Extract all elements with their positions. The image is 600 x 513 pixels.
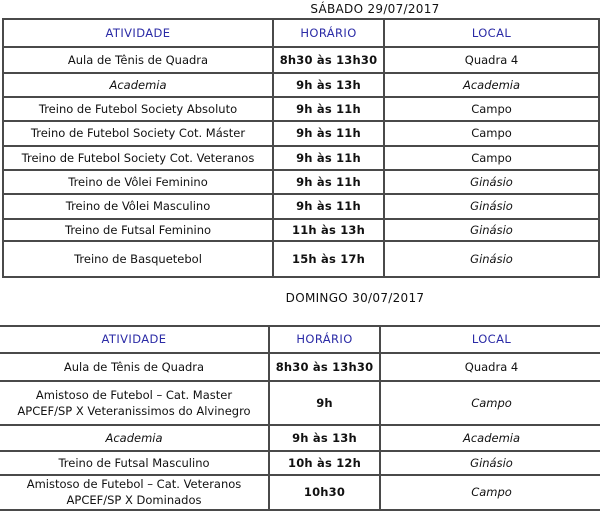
activity-cell: Aula de Tênis de Quadra	[0, 353, 269, 381]
activity-cell: Treino de Vôlei Masculino	[3, 194, 273, 219]
activity-cell	[0, 381, 269, 425]
time-cell: 11h às 13h	[273, 219, 384, 241]
table-row	[3, 146, 599, 170]
header-activity: ATIVIDADE	[3, 19, 273, 47]
table-row	[3, 73, 599, 97]
time-cell: 9h às 11h	[273, 97, 384, 121]
activity-line-1: Amistoso de Futebol – Cat. Master	[35, 387, 233, 402]
activity-line-2: APCEF/SP X Dominados	[66, 493, 202, 507]
activity-cell: Treino de Basquetebol	[3, 241, 273, 277]
location-cell: Campo	[384, 97, 599, 121]
table-header-row	[0, 326, 600, 353]
activity-cell: Treino de Vôlei Feminino	[3, 170, 273, 194]
table-row	[0, 451, 600, 475]
table-row	[3, 47, 599, 73]
time-cell: 10h às 12h	[269, 451, 380, 475]
activity-line-2: APCEF/SP X Veteranissimos do Alvinegro	[17, 403, 251, 418]
header-location: LOCAL	[384, 19, 599, 47]
table-row	[3, 97, 599, 121]
table-row	[3, 219, 599, 241]
header-time: HORÁRIO	[273, 19, 384, 47]
activity-cell: Treino de Futebol Society Absoluto	[3, 97, 273, 121]
time-cell: 9h às 11h	[273, 194, 384, 219]
location-cell: Ginásio	[384, 170, 599, 194]
location-cell: Campo	[384, 146, 599, 170]
table-row	[0, 475, 600, 510]
activity-cell: Treino de Futebol Society Cot. Veteranos	[3, 146, 273, 170]
time-cell: 8h30 às 13h30	[273, 47, 384, 73]
header-time: HORÁRIO	[269, 326, 380, 353]
sunday-title: DOMINGO 30/07/2017	[285, 291, 425, 305]
time-cell: 9h	[269, 381, 380, 425]
table-row	[3, 194, 599, 219]
table-row	[3, 241, 599, 277]
location-cell: Quadra 4	[384, 47, 599, 73]
sunday-schedule-table	[0, 325, 600, 511]
header-location: LOCAL	[380, 326, 600, 353]
table-row	[3, 170, 599, 194]
activity-cell: Treino de Futebol Society Cot. Máster	[3, 121, 273, 146]
time-cell: 9h às 13h	[269, 425, 380, 451]
time-cell: 9h às 11h	[273, 146, 384, 170]
activity-line-1: Amistoso de Futebol – Cat. Veteranos	[26, 477, 242, 491]
time-cell: 8h30 às 13h30	[269, 353, 380, 381]
header-activity: ATIVIDADE	[0, 326, 269, 353]
time-cell: 9h às 11h	[273, 170, 384, 194]
location-cell: Ginásio	[384, 194, 599, 219]
table-header-row	[3, 19, 599, 47]
time-cell: 15h às 17h	[273, 241, 384, 277]
time-cell: 10h30	[269, 475, 380, 510]
location-cell: Ginásio	[380, 451, 600, 475]
activity-cell: Aula de Tênis de Quadra	[3, 47, 273, 73]
location-cell: Ginásio	[384, 219, 599, 241]
activity-cell: Treino de Futsal Masculino	[0, 451, 269, 475]
time-cell: 9h às 13h	[273, 73, 384, 97]
table-row	[0, 381, 600, 425]
activity-cell: Academia	[0, 425, 269, 451]
activity-cell	[0, 475, 269, 510]
saturday-schedule-table	[2, 18, 600, 278]
location-cell: Campo	[384, 121, 599, 146]
location-cell: Campo	[380, 381, 600, 425]
location-cell: Campo	[380, 475, 600, 510]
location-cell: Quadra 4	[380, 353, 600, 381]
location-cell: Ginásio	[384, 241, 599, 277]
activity-cell: Treino de Futsal Feminino	[3, 219, 273, 241]
table-row	[3, 121, 599, 146]
table-row	[0, 425, 600, 451]
table-row	[0, 353, 600, 381]
location-cell: Academia	[384, 73, 599, 97]
location-cell: Academia	[380, 425, 600, 451]
saturday-title: SÁBADO 29/07/2017	[310, 2, 440, 16]
activity-cell: Academia	[3, 73, 273, 97]
time-cell: 9h às 11h	[273, 121, 384, 146]
